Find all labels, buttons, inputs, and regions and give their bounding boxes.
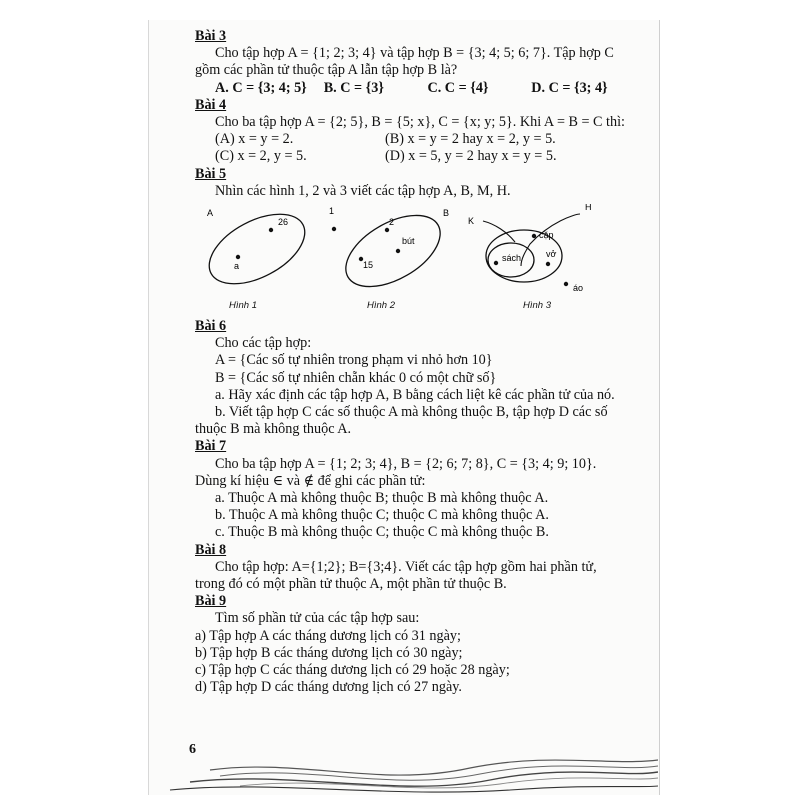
fig3-dot-1: [532, 234, 536, 238]
bai4-options-row1: [195, 131, 635, 148]
bai8-line1: Cho tập hợp: A={1;2}; B={3;4}. Viết các tập hợp gồm hai phần tử,: [215, 558, 597, 575]
page-content: [195, 28, 635, 697]
decorative-waves: [150, 748, 658, 798]
fig2-dot-2: [396, 249, 400, 253]
bai5-line1: Nhìn các hình 1, 2 và 3 viết các tập hợp A, B, M, H.: [215, 182, 511, 199]
fig3-element-4: áo: [573, 283, 584, 294]
fig3-element-1: cặp: [539, 230, 554, 241]
bai4-line1: Cho ba tập hợp A = {2; 5}, B = {5; x}, C = {x; y; 5}. Khi A = B = C thì:: [215, 114, 625, 131]
figure-2: [329, 204, 452, 301]
fig3-outer-label: H: [585, 204, 592, 213]
bai3-options: [195, 80, 635, 97]
bai4-option-a: (A) x = y = 2.: [215, 131, 294, 148]
fig2-dot-1: [385, 228, 389, 232]
fig2-set-label: B: [443, 208, 450, 219]
bai7-question-a: a. Thuộc A mà không thuộc B; thuộc B mà không thuộc A.: [215, 490, 549, 507]
bai9-intro: Tìm số phần tử của các tập hợp sau:: [215, 610, 420, 627]
fig3-element-2: sách: [502, 253, 522, 264]
fig1-dot-2: [236, 255, 240, 259]
bai3-option-b: B. C = {3}: [323, 79, 384, 96]
bai3-option-d: D. C = {3; 4}: [531, 79, 608, 96]
bai6-b-def: B = {Các số tự nhiên chẵn khác 0 có một chữ số}: [215, 369, 497, 386]
bai7-question-b: b. Thuộc A mà không thuộc C; thuộc C mà không thuộc A.: [215, 507, 549, 524]
bai4-option-d: (D) x = 5, y = 2 hay x = y = 5.: [385, 148, 557, 165]
bai4-title: Bài 4: [195, 96, 227, 113]
bai6-title: Bài 6: [195, 318, 227, 335]
figure-1: [198, 204, 316, 298]
bai7-line1: Cho ba tập hợp A = {1; 2; 3; 4}, B = {2; 6; 7; 8}, C = {3; 4; 9; 10}.: [215, 455, 597, 472]
page-number: 6: [189, 742, 196, 757]
fig1-element-1: 26: [278, 217, 289, 228]
bai6-intro: Cho các tập hợp:: [215, 335, 312, 352]
figure-3: [468, 204, 592, 293]
bai8-line2: trong đó có một phần tử thuộc A, một phần tử thuộc B.: [195, 576, 507, 593]
fig1-ellipse: [198, 204, 316, 298]
bai4-option-c: (C) x = 2, y = 5.: [215, 148, 307, 165]
bai3-line2: gồm các phần tử thuộc tập A lẫn tập hợp B là?: [195, 62, 458, 79]
bai3-title: Bài 3: [195, 28, 227, 44]
bai9-question-c: c) Tập hợp C các tháng dương lịch có 29 hoặc 28 ngày;: [195, 662, 510, 679]
fig2-element-2: bút: [402, 236, 415, 247]
bai3-line1: Cho tập hợp A = {1; 2; 3; 4} và tập hợp B = {3; 4; 5; 6; 7}. Tập hợp C: [215, 45, 614, 62]
bai9-title: Bài 9: [195, 593, 227, 610]
bai9-question-a: a) Tập hợp A các tháng dương lịch có 31 ngày;: [195, 627, 461, 644]
fig3-dot-2: [494, 261, 498, 265]
venn-figures: [195, 204, 635, 312]
bai9-question-b: b) Tập hợp B các tháng dương lịch có 30 ngày;: [195, 644, 463, 661]
fig1-set-label: A: [207, 208, 214, 219]
fig2-caption: Hình 2: [367, 300, 395, 312]
venn-diagrams: [185, 204, 625, 304]
bai9-question-d: d) Tập hợp D các tháng dương lịch có 27 ngày.: [195, 679, 462, 696]
fig2-outside-dot: [332, 227, 336, 231]
bai7-title: Bài 7: [195, 438, 227, 455]
bai8-title: Bài 8: [195, 541, 227, 558]
fig2-element-3: 15: [363, 260, 374, 271]
bai6-question-b-cont: thuộc B mà không thuộc A.: [195, 421, 352, 438]
bai3-option-c: C. C = {4}: [427, 79, 489, 96]
fig1-caption: Hình 1: [229, 300, 257, 312]
bai6-question-a: a. Hãy xác định các tập hợp A, B bằng cách liệt kê các phần tử của nó.: [215, 386, 615, 403]
bai4-option-b: (B) x = y = 2 hay x = 2, y = 5.: [385, 131, 556, 148]
fig1-dot-1: [269, 228, 273, 232]
fig3-inner-label: K: [468, 216, 475, 227]
fig3-caption: Hình 3: [523, 300, 551, 312]
fig1-element-2: a: [234, 261, 240, 272]
bai7-question-c: c. Thuộc B mà không thuộc C; thuộc C mà không thuộc B.: [215, 524, 549, 541]
fig2-outside-label: 1: [329, 206, 335, 217]
bai6-a-def: A = {Các số tự nhiên trong phạm vi nhỏ hơn 10}: [215, 352, 493, 369]
bai4-options-row2: [195, 148, 635, 165]
bai5-title: Bài 5: [195, 165, 227, 182]
fig3-element-3: vở: [546, 249, 557, 260]
bai3-option-a: A. C = {3; 4; 5}: [215, 79, 307, 96]
fig3-dot-3: [546, 262, 550, 266]
bai6-question-b: b. Viết tập hợp C các số thuộc A mà không thuộc B, tập hợp D các số: [215, 404, 608, 421]
bai7-line2: Dùng kí hiệu ∈ và ∉ để ghi các phần tử:: [195, 472, 426, 489]
fig2-element-1: 2: [389, 217, 395, 228]
fig3-dot-4: [564, 282, 568, 286]
